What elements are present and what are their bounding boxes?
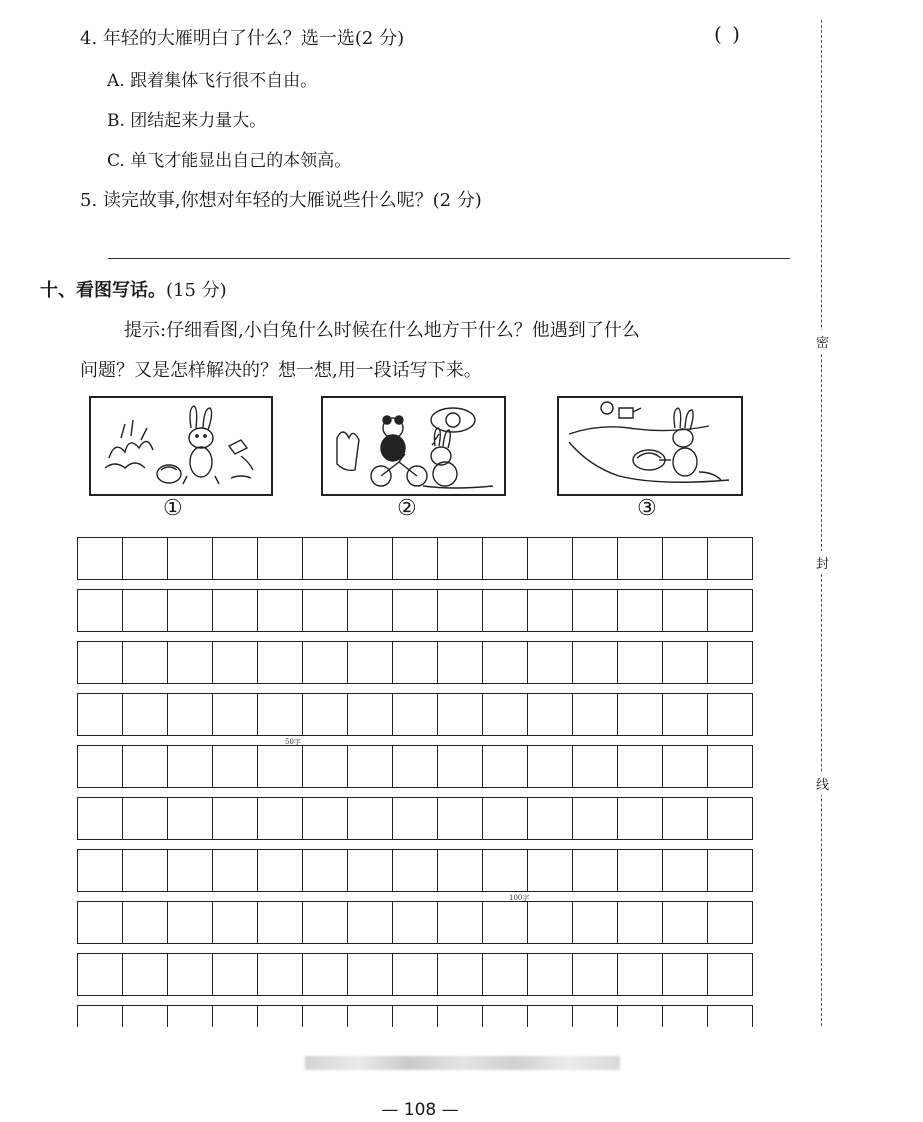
- grid-cell[interactable]: [303, 538, 348, 579]
- grid-cell[interactable]: [213, 746, 258, 787]
- grid-cell[interactable]: [573, 1006, 618, 1027]
- grid-cell[interactable]: [123, 538, 168, 579]
- section-10-label: 十、看图写话。: [40, 280, 166, 301]
- binding-char-mi: 密: [816, 330, 829, 353]
- blurred-watermark: [305, 1056, 620, 1070]
- grid-cell[interactable]: [573, 798, 618, 839]
- grid-cell[interactable]: [123, 746, 168, 787]
- grid-cell[interactable]: [78, 902, 123, 943]
- grid-row[interactable]: [77, 641, 753, 684]
- grid-cell[interactable]: [168, 1006, 213, 1027]
- grid-cell[interactable]: [708, 798, 752, 839]
- grid-cell[interactable]: [708, 694, 752, 735]
- grid-cell[interactable]: [618, 642, 663, 683]
- writing-grid[interactable]: [77, 537, 753, 1027]
- grid-cell[interactable]: [663, 902, 708, 943]
- grid-cell[interactable]: [258, 694, 303, 735]
- picture-label-1: ①: [163, 496, 183, 521]
- grid-cell[interactable]: [483, 590, 528, 631]
- grid-cell[interactable]: [573, 954, 618, 995]
- grid-cell[interactable]: [78, 850, 123, 891]
- grid-cell[interactable]: [303, 1006, 348, 1027]
- grid-cell[interactable]: [348, 850, 393, 891]
- grid-cell[interactable]: [78, 1006, 123, 1027]
- grid-cell[interactable]: [258, 850, 303, 891]
- grid-cell[interactable]: [483, 1006, 528, 1027]
- grid-cell[interactable]: [348, 538, 393, 579]
- grid-cell[interactable]: [573, 694, 618, 735]
- picture-3-rabbit-pond: [557, 396, 743, 496]
- grid-cell[interactable]: [438, 1006, 483, 1027]
- hint-line-2: 问题？又是怎样解决的？想一想,用一段话写下来。: [80, 360, 482, 381]
- panda-bicycle-icon: [323, 398, 504, 494]
- picture-label-2: ②: [397, 496, 417, 521]
- grid-cell[interactable]: [618, 538, 663, 579]
- grid-cell[interactable]: [573, 538, 618, 579]
- grid-cell[interactable]: [708, 746, 752, 787]
- grid-cell[interactable]: [438, 746, 483, 787]
- grid-cell[interactable]: [123, 850, 168, 891]
- option-b: B. 团结起来力量大。: [107, 111, 267, 131]
- grid-cell[interactable]: [123, 1006, 168, 1027]
- grid-cell[interactable]: [348, 746, 393, 787]
- grid-cell[interactable]: [528, 798, 573, 839]
- grid-cell[interactable]: [303, 954, 348, 995]
- grid-cell[interactable]: [618, 590, 663, 631]
- grid-cell[interactable]: [213, 1006, 258, 1027]
- grid-cell[interactable]: [528, 850, 573, 891]
- section-10-title: [40, 276, 227, 302]
- grid-cell[interactable]: [303, 694, 348, 735]
- grid-cell[interactable]: [438, 538, 483, 579]
- grid-cell[interactable]: [303, 590, 348, 631]
- grid-cell[interactable]: [303, 746, 348, 787]
- grid-cell[interactable]: [258, 902, 303, 943]
- grid-cell[interactable]: [303, 902, 348, 943]
- grid-cell[interactable]: [393, 538, 438, 579]
- grid-row[interactable]: [77, 693, 753, 736]
- answer-bracket-q4[interactable]: ( ): [714, 22, 742, 46]
- grid-marker-50: 50字: [285, 738, 301, 746]
- grid-cell[interactable]: [168, 902, 213, 943]
- grid-cell[interactable]: [213, 642, 258, 683]
- grid-cell[interactable]: [438, 642, 483, 683]
- grid-cell[interactable]: [303, 798, 348, 839]
- grid-row[interactable]: [77, 537, 753, 580]
- grid-cell[interactable]: [258, 538, 303, 579]
- grid-cell[interactable]: [663, 590, 708, 631]
- grid-cell[interactable]: [168, 642, 213, 683]
- grid-cell[interactable]: [393, 746, 438, 787]
- grid-cell[interactable]: [393, 642, 438, 683]
- page-number: — 108 —: [381, 1100, 459, 1120]
- grid-cell[interactable]: [168, 538, 213, 579]
- grid-cell[interactable]: [393, 798, 438, 839]
- grid-cell[interactable]: [348, 642, 393, 683]
- grid-cell[interactable]: [618, 694, 663, 735]
- grid-cell[interactable]: [213, 954, 258, 995]
- grid-cell[interactable]: [393, 954, 438, 995]
- grid-cell[interactable]: [618, 746, 663, 787]
- binding-char-feng: 封: [816, 551, 829, 574]
- grid-cell[interactable]: [708, 642, 752, 683]
- grid-cell[interactable]: [393, 1006, 438, 1027]
- grid-cell[interactable]: [78, 590, 123, 631]
- grid-cell[interactable]: [438, 954, 483, 995]
- grid-cell[interactable]: [78, 954, 123, 995]
- binding-char-xian: 线: [816, 772, 829, 795]
- grid-cell[interactable]: [78, 798, 123, 839]
- grid-cell[interactable]: [213, 850, 258, 891]
- grid-cell[interactable]: [573, 746, 618, 787]
- grid-cell[interactable]: [483, 902, 528, 943]
- binding-dashed-line: [821, 20, 822, 1026]
- grid-cell[interactable]: [528, 954, 573, 995]
- grid-row[interactable]: [77, 797, 753, 840]
- grid-cell[interactable]: [123, 954, 168, 995]
- option-c: C. 单飞才能显出自己的本领高。: [107, 151, 352, 171]
- grid-cell[interactable]: [348, 1006, 393, 1027]
- grid-cell[interactable]: [393, 902, 438, 943]
- grid-cell[interactable]: [483, 642, 528, 683]
- picture-2-panda-bicycle: [321, 396, 506, 496]
- grid-cell[interactable]: [348, 798, 393, 839]
- picture-1-rabbit-garden: [89, 396, 273, 496]
- grid-cell[interactable]: [618, 1006, 663, 1027]
- picture-label-3: ③: [637, 496, 657, 521]
- grid-cell[interactable]: [708, 902, 752, 943]
- grid-cell[interactable]: [483, 798, 528, 839]
- grid-cell[interactable]: [483, 694, 528, 735]
- grid-row[interactable]: [77, 901, 753, 944]
- grid-cell[interactable]: [663, 954, 708, 995]
- grid-cell[interactable]: [258, 746, 303, 787]
- grid-cell[interactable]: [348, 694, 393, 735]
- grid-cell[interactable]: [123, 798, 168, 839]
- grid-cell[interactable]: [708, 538, 752, 579]
- grid-cell[interactable]: [663, 694, 708, 735]
- grid-cell[interactable]: [663, 1006, 708, 1027]
- grid-cell[interactable]: [708, 954, 752, 995]
- grid-cell[interactable]: [708, 850, 752, 891]
- answer-line-q5[interactable]: [108, 258, 790, 259]
- grid-cell[interactable]: [348, 954, 393, 995]
- grid-cell[interactable]: [663, 538, 708, 579]
- grid-cell[interactable]: [663, 642, 708, 683]
- grid-cell[interactable]: [393, 590, 438, 631]
- grid-cell[interactable]: [663, 850, 708, 891]
- grid-cell[interactable]: [438, 590, 483, 631]
- grid-cell[interactable]: [618, 798, 663, 839]
- grid-cell[interactable]: [618, 902, 663, 943]
- option-a: A. 跟着集体飞行很不自由。: [107, 71, 318, 91]
- grid-cell[interactable]: [168, 798, 213, 839]
- grid-cell[interactable]: [438, 850, 483, 891]
- rabbit-garden-icon: [91, 398, 271, 494]
- grid-cell[interactable]: [528, 538, 573, 579]
- grid-row[interactable]: [77, 1005, 753, 1027]
- grid-cell[interactable]: [393, 694, 438, 735]
- hint-line-1: 提示:仔细看图,小白兔什么时候在什么地方干什么？他遇到了什么: [124, 320, 640, 341]
- grid-cell[interactable]: [168, 590, 213, 631]
- grid-cell[interactable]: [213, 902, 258, 943]
- grid-cell[interactable]: [123, 902, 168, 943]
- rabbit-pond-icon: [559, 398, 741, 494]
- grid-cell[interactable]: [438, 798, 483, 839]
- grid-cell[interactable]: [258, 954, 303, 995]
- grid-cell[interactable]: [438, 694, 483, 735]
- grid-cell[interactable]: [168, 746, 213, 787]
- grid-cell[interactable]: [78, 694, 123, 735]
- grid-cell[interactable]: [573, 850, 618, 891]
- grid-cell[interactable]: [213, 538, 258, 579]
- grid-cell[interactable]: [213, 798, 258, 839]
- grid-row[interactable]: [77, 589, 753, 632]
- grid-cell[interactable]: [573, 902, 618, 943]
- question-4: 4. 年轻的大雁明白了什么？选一选(2 分): [80, 28, 405, 49]
- grid-cell[interactable]: [438, 902, 483, 943]
- grid-cell[interactable]: [483, 746, 528, 787]
- grid-cell[interactable]: [528, 642, 573, 683]
- grid-cell[interactable]: [258, 642, 303, 683]
- grid-cell[interactable]: [573, 642, 618, 683]
- grid-cell[interactable]: [123, 642, 168, 683]
- grid-cell[interactable]: [213, 590, 258, 631]
- grid-cell[interactable]: [303, 850, 348, 891]
- grid-cell[interactable]: [618, 850, 663, 891]
- grid-cell[interactable]: [78, 642, 123, 683]
- grid-cell[interactable]: [528, 1006, 573, 1027]
- grid-cell[interactable]: [573, 590, 618, 631]
- grid-cell[interactable]: [123, 590, 168, 631]
- grid-cell[interactable]: [528, 746, 573, 787]
- grid-cell[interactable]: [483, 850, 528, 891]
- grid-cell[interactable]: [258, 590, 303, 631]
- grid-cell[interactable]: [663, 746, 708, 787]
- section-10-points: (15 分): [166, 280, 227, 301]
- grid-row[interactable]: [77, 849, 753, 892]
- grid-cell[interactable]: [78, 746, 123, 787]
- grid-cell[interactable]: [213, 694, 258, 735]
- grid-cell[interactable]: [168, 954, 213, 995]
- grid-cell[interactable]: [258, 1006, 303, 1027]
- grid-cell[interactable]: [123, 694, 168, 735]
- grid-cell[interactable]: [168, 850, 213, 891]
- grid-cell[interactable]: [348, 590, 393, 631]
- grid-cell[interactable]: [708, 1006, 752, 1027]
- grid-cell[interactable]: [528, 590, 573, 631]
- grid-cell[interactable]: [348, 902, 393, 943]
- grid-row[interactable]: [77, 745, 753, 788]
- grid-cell[interactable]: [528, 902, 573, 943]
- grid-cell[interactable]: [303, 642, 348, 683]
- grid-cell[interactable]: [618, 954, 663, 995]
- grid-marker-100: 100字: [509, 894, 530, 902]
- question-5: 5. 读完故事,你想对年轻的大雁说些什么呢？(2 分): [80, 190, 482, 211]
- grid-cell[interactable]: [483, 538, 528, 579]
- grid-cell[interactable]: [258, 798, 303, 839]
- grid-cell[interactable]: [708, 590, 752, 631]
- grid-cell[interactable]: [393, 850, 438, 891]
- grid-cell[interactable]: [663, 798, 708, 839]
- grid-cell[interactable]: [483, 954, 528, 995]
- grid-cell[interactable]: [168, 694, 213, 735]
- grid-cell[interactable]: [528, 694, 573, 735]
- grid-cell[interactable]: [78, 538, 123, 579]
- grid-row[interactable]: [77, 953, 753, 996]
